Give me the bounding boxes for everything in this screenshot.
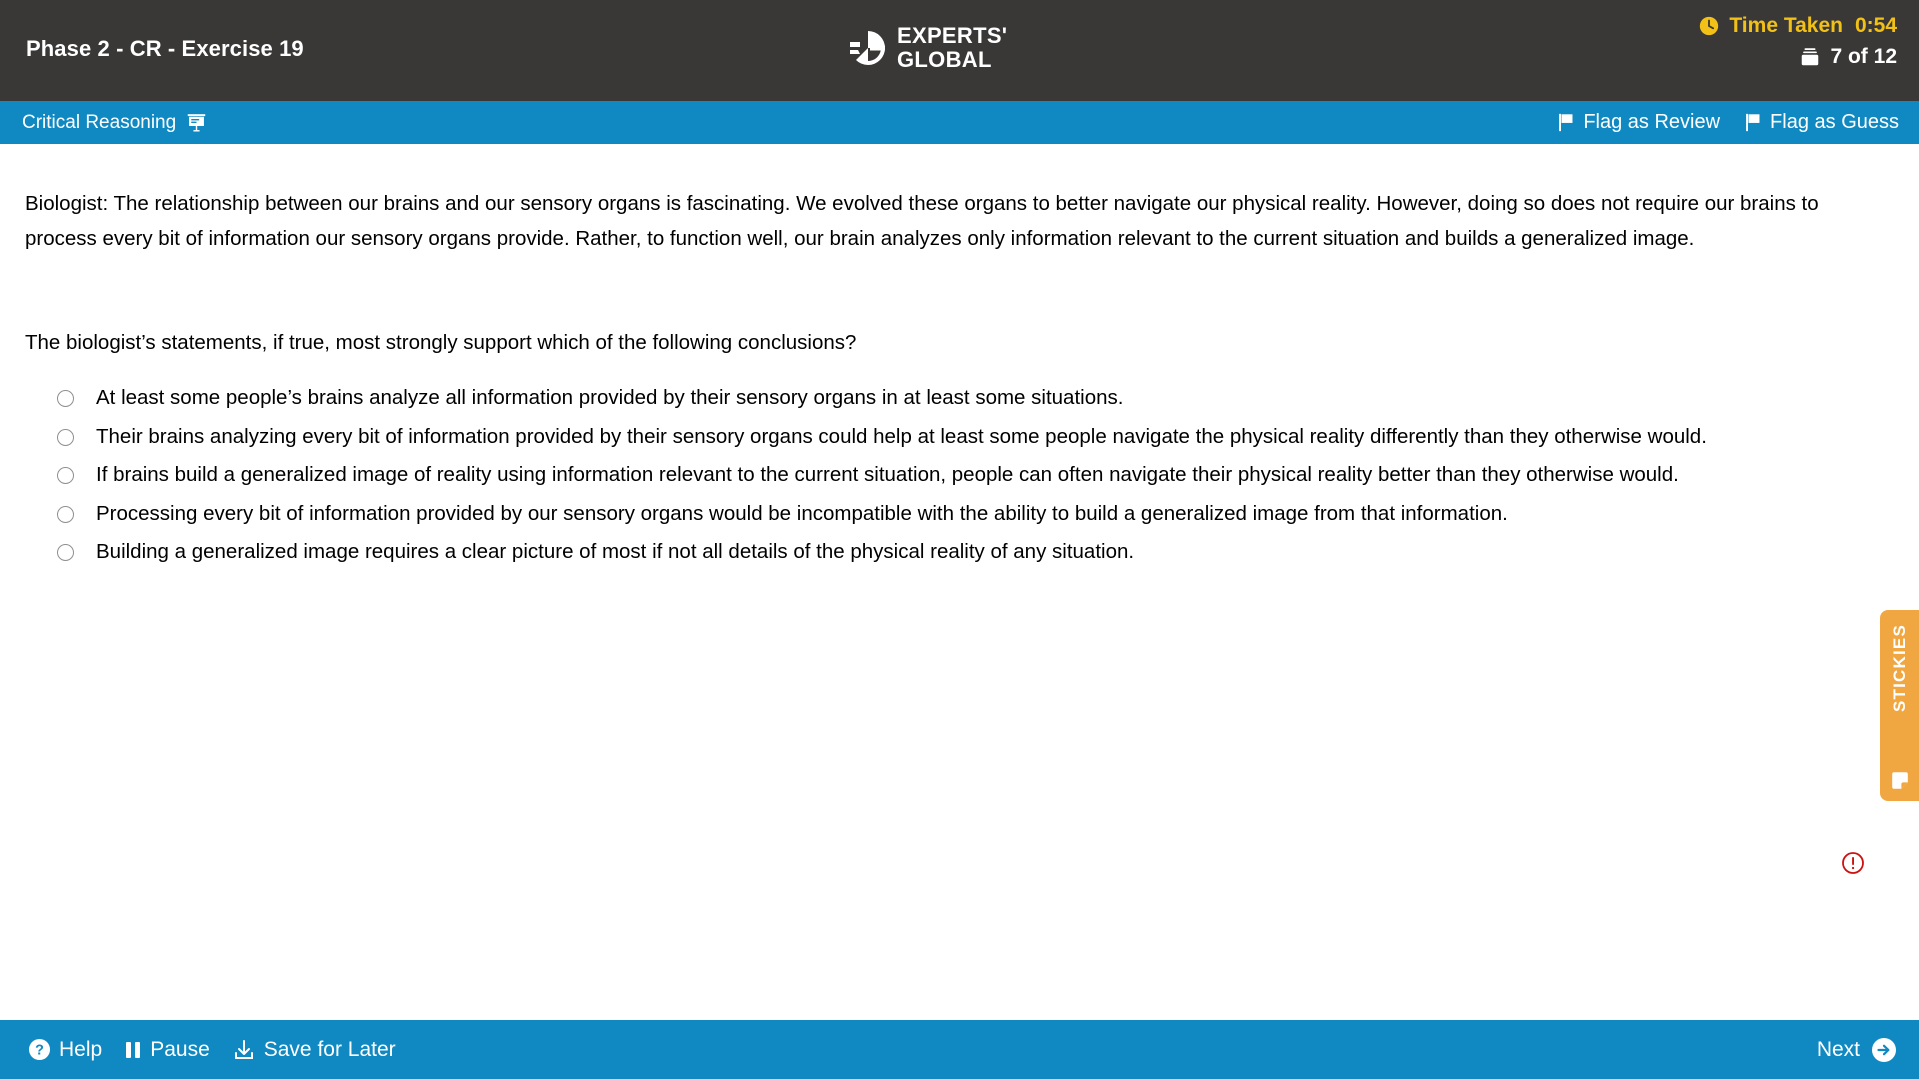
brand-line-1: EXPERTS' (897, 23, 1008, 48)
arrow-right-circle-icon (1871, 1037, 1897, 1063)
section-label: Critical Reasoning (22, 111, 177, 133)
answer-option-label: At least some people’s brains analyze all information provided by their sensory organs in at least some situations. (96, 386, 1124, 409)
section-bar (0, 101, 1919, 144)
flag-icon (1557, 113, 1575, 132)
flag-buttons-group (1557, 111, 1899, 134)
answer-option-e[interactable] (25, 538, 1885, 577)
alert-indicator[interactable] (1841, 851, 1865, 875)
alert-exclamation-icon (1841, 851, 1865, 875)
next-label: Next (1816, 1037, 1860, 1061)
download-icon (232, 1038, 256, 1062)
answer-option-label: Building a generalized image requires a clear picture of most if not all details of the physical reality of any situation. (96, 540, 1135, 563)
time-taken-value: 0:54 (1854, 14, 1897, 37)
footer-actions-group (28, 1038, 396, 1062)
svg-text:?: ? (35, 1042, 44, 1059)
brand-logo (848, 25, 1007, 71)
answer-option-label: If brains build a generalized image of reality using information relevant to the current situation, people can often navigate their physical reality better than they otherwise would. (96, 463, 1679, 486)
stickies-tab[interactable] (1880, 610, 1919, 801)
flag-as-guess-button[interactable] (1744, 111, 1899, 134)
page-title: Phase 2 - CR - Exercise 19 (26, 36, 304, 61)
time-taken (1698, 14, 1897, 38)
save-for-later-button[interactable] (232, 1038, 396, 1062)
time-taken-label: Time Taken (1729, 14, 1843, 37)
sticky-note-icon (1889, 770, 1911, 792)
answer-options-list (25, 384, 1885, 577)
question-counter-text: 7 of 12 (1830, 45, 1897, 68)
radio-button[interactable] (57, 467, 74, 484)
section-indicator[interactable] (22, 112, 207, 134)
stickies-label: STICKIES (1889, 624, 1909, 713)
passage-text: Biologist: The relationship between our brains and our sensory organs is fascinating. We evolved these organs to better navigate our physical reality. However, doing so does not require our brains to process every bit of information our sensory organs provide. Rather, to function well, our brain analyzes only information relevant to the current situation and builds a generalized image. (25, 192, 1819, 250)
question-counter (1799, 45, 1897, 69)
answer-option-c[interactable] (25, 461, 1885, 500)
question-content-area (0, 144, 1919, 1020)
radio-button[interactable] (57, 506, 74, 523)
footer-bar (0, 1020, 1919, 1079)
clock-icon (1698, 15, 1720, 37)
top-header-bar (0, 0, 1919, 101)
next-button[interactable] (1817, 1037, 1897, 1063)
brand-line-2: GLOBAL (897, 47, 992, 72)
radio-button[interactable] (57, 544, 74, 561)
brand-logo-text (897, 25, 1007, 71)
question-mark-icon (28, 1038, 51, 1061)
answer-option-b[interactable] (25, 423, 1885, 462)
question-stack-icon (1799, 46, 1821, 68)
answer-option-d[interactable] (25, 500, 1885, 539)
flag-as-review-label: Flag as Review (1583, 111, 1721, 133)
question-stem: The biologist’s statements, if true, most strongly support which of the following conclusions? (25, 331, 857, 354)
answer-option-label: Their brains analyzing every bit of information provided by their sensory organs could help at least some people navigate the physical reality differently than they otherwise would. (96, 424, 1707, 448)
flag-as-review-button[interactable] (1557, 111, 1720, 134)
pause-label: Pause (150, 1037, 210, 1061)
experts-global-logo-icon (848, 28, 888, 68)
pause-button[interactable] (124, 1038, 210, 1062)
radio-button[interactable] (57, 429, 74, 446)
save-for-later-label: Save for Later (263, 1037, 396, 1061)
help-label: Help (59, 1037, 103, 1061)
help-button[interactable] (28, 1038, 102, 1062)
answer-option-a[interactable] (25, 384, 1885, 423)
flag-icon (1744, 113, 1762, 132)
pause-icon (124, 1040, 142, 1060)
header-status-group (1698, 14, 1897, 69)
flag-as-guess-label: Flag as Guess (1770, 111, 1899, 133)
answer-option-label: Processing every bit of information provided by our sensory organs would be incompatible with the ability to build a generalized image from that information. (96, 501, 1508, 525)
whiteboard-icon[interactable] (186, 112, 207, 133)
radio-button[interactable] (57, 390, 74, 407)
